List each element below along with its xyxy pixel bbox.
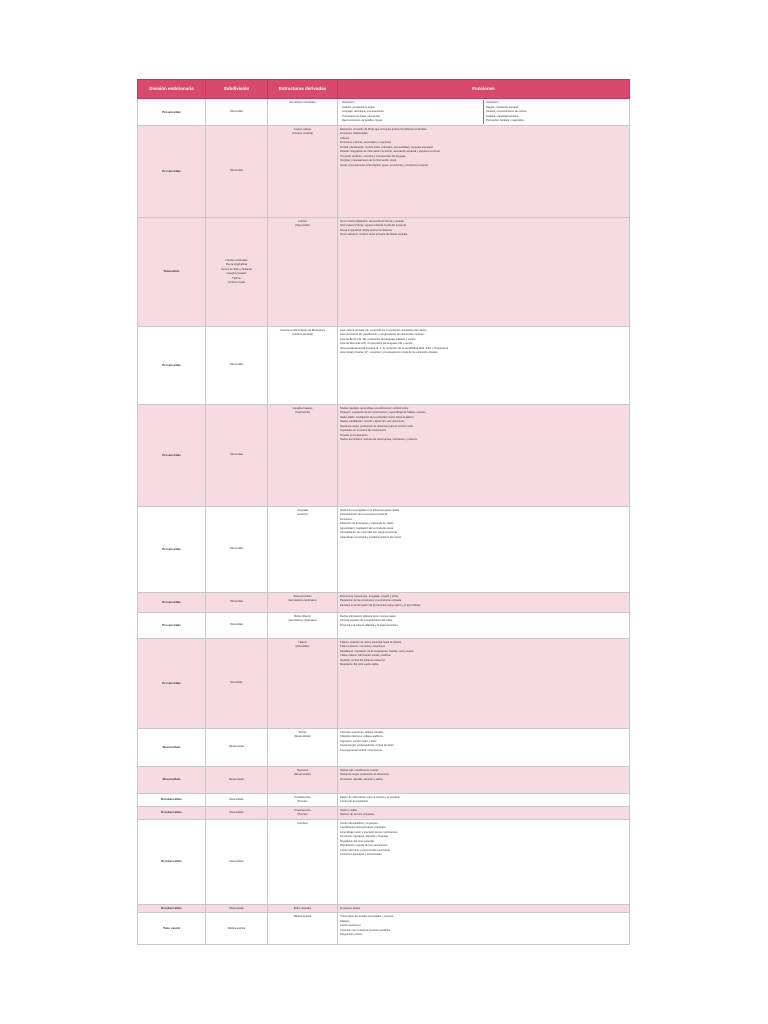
funcion-item: Sustancia negra: producción de dopamina. <box>340 773 390 776</box>
funcion-item: Reconocimiento de detalles, lógica <box>342 119 383 122</box>
cell-estructuras <box>268 766 338 793</box>
funcion-item: Tálamo: estación de relevo sensorial hacia la corteza. <box>340 640 402 644</box>
subdivision-label: Telencéfalo <box>229 363 244 367</box>
funcion-item: Integración motora. <box>340 933 363 936</box>
table-row <box>138 904 630 913</box>
funcion-item: Ínsula: procesamiento interoceptivo, gusto, emociones y conciencia corporal. <box>340 163 429 167</box>
cell-estructuras <box>268 592 338 612</box>
cell-funciones <box>338 913 630 945</box>
funcion-item: Recibe información olfatoria de la mucosa nasal. <box>340 614 396 618</box>
subdivision-item: Surcos de Silvio y Rolando <box>221 267 252 271</box>
funcion-item: Transmisión de señales sensoriales y motoras. <box>340 915 394 918</box>
estructura-item: (Corteza cerebral) <box>292 132 313 135</box>
funcion-item: Tálamo anterior: memoria y emociones. <box>340 645 386 648</box>
subdivision-label: Mesencéfalo <box>229 745 244 749</box>
estructura-item: (Puente) <box>297 813 308 816</box>
cell-division: Rombencéfalo <box>138 806 206 819</box>
cell-funciones <box>338 638 630 728</box>
cell-subdivision <box>206 612 268 638</box>
funcion-item: Área motora primaria (4): control de los movimientos voluntarios del cuerpo. <box>340 328 428 332</box>
cell-funciones <box>338 612 630 638</box>
funciones-right-column <box>484 100 627 124</box>
table-row <box>138 125 630 217</box>
subdivision-label: Metencéfalo <box>229 859 244 863</box>
funcion-item: Colículos superiores: reflejos visuales. <box>340 730 385 734</box>
cell-estructuras <box>268 506 338 592</box>
funcion-item: Regulación del tono muscular. <box>340 839 375 843</box>
subdivision-label: Mesencéfalo <box>229 777 244 781</box>
funcion-item: Globo pálido: modulación de la actividad motora hacia el tálamo. <box>340 415 415 419</box>
table-row <box>138 913 630 945</box>
funcion-item: Formación reticular: atención y alerta. <box>340 777 384 781</box>
cell-estructuras <box>268 913 338 945</box>
estructura-item: Tectum <box>298 730 307 734</box>
funcion-item: Área tegmental ventral: recompensa. <box>340 748 383 752</box>
table-row <box>138 506 630 592</box>
cell-funciones <box>338 404 630 506</box>
funcion-item: Funciones cognitivas: atención y lenguaje. <box>340 835 389 838</box>
header-division: División embrionaria <box>138 80 206 99</box>
estructura-item: (Diencéfalo) <box>295 645 310 648</box>
funcion-item: Coordinación del movimiento voluntario. <box>340 826 387 829</box>
cell-division: Prosencéfalo <box>138 99 206 126</box>
cell-subdivision <box>206 217 268 326</box>
estructura-item: (Subcortical) <box>295 411 310 414</box>
funcion-item: Consolidación de recuerdos con carga emocional <box>340 531 397 534</box>
table-row <box>138 592 630 612</box>
estructura-item: Bulbo olfatorio <box>294 614 311 618</box>
funcion-item: Primera estación de procesamiento del olfato. <box>340 619 393 622</box>
funcion-item: Reglas, orientación espacial <box>486 105 519 109</box>
funcion-item: Parietal: integración de información sensorial, orientación espacial y esquema corporal. <box>340 150 441 153</box>
estructura-item: Ganglios basales <box>292 406 313 410</box>
cell-subdivision <box>206 766 268 793</box>
funcion-item: Occipital: procesamiento de la información visual. <box>340 159 397 162</box>
funcion-item: Área somatosensorial primaria (1, 2, 3): recepción de la sensibilidad táctil, dolor y temperatura. <box>340 346 449 350</box>
cell-division: Mesencéfalo <box>138 766 206 793</box>
cell-subdivision <box>206 638 268 728</box>
funcion-item: Lenguaje, aritmética, procesamiento <box>342 110 384 113</box>
cell-funciones <box>338 819 630 904</box>
subdivision-label: Diencéfalo <box>230 681 243 685</box>
estructura-item: (Mesencéfalo) <box>294 735 311 738</box>
table-header-row <box>138 80 630 99</box>
cell-subdivision <box>206 125 268 217</box>
subdivision-item: Médula espinal <box>227 926 246 930</box>
subdivision-label: Telencéfalo <box>229 110 244 113</box>
funcion-item: Análisis, pensamiento lógico <box>342 105 375 109</box>
table-row <box>138 217 630 326</box>
subdivision-item: Tálamo <box>232 276 241 280</box>
estructura-item: Cerebelo <box>297 821 308 825</box>
cell-division: Mesencéfalo <box>138 728 206 766</box>
funciones-left-column <box>340 100 484 124</box>
estructura-item: Sistema límbico <box>293 594 312 598</box>
funcion-item: Control de la respiración. <box>340 800 369 803</box>
funcion-item: Área de Broca (44, 45): producción del lenguaje hablado y escrito. <box>340 337 417 341</box>
table-row <box>138 326 630 404</box>
brain-structure-table <box>137 79 630 945</box>
estructura-item: Tegmento <box>296 768 309 772</box>
cell-division: Prosencéfalo <box>138 326 206 404</box>
cell-funciones <box>338 904 630 913</box>
estructura-item: Hemisferios cerebrales <box>289 101 316 104</box>
subdivision-item: Corteza insular <box>227 281 246 284</box>
cell-estructuras <box>268 806 338 819</box>
header-estructuras: Estructuras derivadas <box>268 80 338 99</box>
funciones-subheading: Hemisferio <box>486 101 499 104</box>
funcion-item: Sustancia negra: producción de dopamina para el control motor. <box>340 424 414 428</box>
funcion-item: Núcleo de la amígdala en el lóbulo temporal medial <box>340 508 399 512</box>
funcion-item: Percepción holística, imaginativa <box>486 119 524 122</box>
funcion-item: Síntesis, reconocimiento de rostros <box>486 110 527 113</box>
estructura-item: Protuberancia <box>294 795 311 799</box>
cell-funciones <box>338 592 630 612</box>
cell-funciones <box>338 125 630 217</box>
cell-subdivision <box>206 506 268 592</box>
cell-estructuras <box>268 728 338 766</box>
funcion-item: Núcleo rojo: coordinación motora. <box>340 768 379 772</box>
cell-subdivision <box>206 793 268 806</box>
cell-division: Prosencéfalo <box>138 592 206 612</box>
cell-division: Rombencéfalo <box>138 793 206 806</box>
subdivision-label: Mielencéfalo <box>229 906 244 910</box>
subdivision-label: Telencéfalo <box>229 623 244 627</box>
table-row <box>138 819 630 904</box>
funcion-item: Funciones: <box>340 517 353 521</box>
funcion-item: Núcleo caudado: aprendizaje procedimental y control motor. <box>340 406 410 410</box>
estructura-item: (Telencéfalo) <box>295 224 310 227</box>
cell-estructuras <box>268 326 338 404</box>
cell-division: Tubo neural <box>138 913 206 945</box>
funcion-item: Estética, capacidad artística <box>486 114 519 118</box>
cell-division: Prosencéfalo <box>138 638 206 728</box>
cell-estructuras <box>268 819 338 904</box>
funcion-item: Relevo de información entre la corteza y el cerebelo. <box>340 795 401 799</box>
header-funciones: Funciones <box>338 80 630 99</box>
cell-funciones <box>338 99 630 126</box>
subdivision-label: Telencéfalo <box>229 169 244 173</box>
estructura-item: Protuberancia <box>294 808 311 812</box>
cell-estructuras <box>268 404 338 506</box>
funcion-item: Procesamiento de la memoria emocional <box>340 513 387 516</box>
cell-estructuras <box>268 612 338 638</box>
cell-division: Prosencéfalo <box>138 404 206 506</box>
estructura-item: (Límbico) <box>297 513 308 516</box>
funcion-item: Temporal: audición, memoria y comprensión del lenguaje. <box>340 154 407 158</box>
cell-subdivision <box>206 326 268 404</box>
funcion-item: Hipotálamo: regulación de la temperatura, hambre, sed y sueño. <box>340 649 414 653</box>
table-row <box>138 793 630 806</box>
cell-subdivision <box>206 728 268 766</box>
cell-funciones <box>338 506 630 592</box>
cell-funciones <box>338 766 630 793</box>
funcion-item: Procesamiento lineal, secuencial <box>342 114 380 118</box>
cell-division: Telencéfalo <box>138 217 206 326</box>
funcion-item: Funciones motoras, sensoriales y cognitivas <box>340 141 391 144</box>
cell-estructuras <box>268 904 338 913</box>
funcion-item: Sustancia gris periacueductal: control del dolor. <box>340 744 395 747</box>
funcion-item: Frontal: planificación, control motor voluntario, personalidad y lenguaje expresivo. <box>340 145 434 149</box>
funcion-item: Núcleos de nervios craneales. <box>340 813 375 816</box>
cell-estructuras <box>268 638 338 728</box>
funcion-item: Funciones relacionadas: <box>340 132 369 135</box>
estructura-item: (Hemisferios cerebrales) <box>288 599 317 602</box>
table-row <box>138 612 630 638</box>
funcion-item: Aprendizaje motor y precisión de los movimientos. <box>340 830 398 834</box>
funcion-item: Surco central (Rolando): separa lóbulo frontal y parietal. <box>340 219 405 223</box>
cell-funciones <box>338 217 630 326</box>
subdivision-label: Metencéfalo <box>229 797 244 801</box>
cell-subdivision <box>206 819 268 904</box>
funcion-item: Tálamo lateral: información visual y auditiva. <box>340 654 392 657</box>
funcion-item: Control del ritmo y la fuerza del movimiento. <box>340 848 391 852</box>
estructura-item: Tálamo <box>298 640 307 644</box>
funcion-item: Regulación del ciclo sueño-vigilia. <box>340 663 379 666</box>
cell-division: Prosencéfalo <box>138 125 206 217</box>
funcion-item: Funciones ejecutivas y emocionales. <box>340 853 383 856</box>
funcion-item: Control autónomo. <box>340 924 362 927</box>
funcion-item: Implicados en el control de movimientos <box>340 429 387 432</box>
cell-division: Prosencéfalo <box>138 612 206 638</box>
funcion-item: Tegmento: control motor y dolor. <box>340 739 378 743</box>
cell-funciones <box>338 793 630 806</box>
estructura-item: Lóbulos <box>297 219 308 223</box>
funcion-item: Área visual primaria (17): recepción y procesamiento inicial de los estímulos visuales. <box>340 351 439 354</box>
funcion-item: Surco lateral (Silvio): separa el lóbulo frontal del temporal. <box>340 224 407 227</box>
funcion-item: Agresividad y regulación de la conducta social <box>340 526 394 530</box>
cell-subdivision <box>206 913 268 945</box>
funcion-item: Surco calcarino: corteza visual primaria del lóbulo occipital. <box>340 233 408 236</box>
header-subdivision: Subdivisión <box>206 80 268 99</box>
funcion-item: Detección de amenazas y respuesta de miedo <box>340 522 394 525</box>
cell-subdivision <box>206 806 268 819</box>
cell-subdivision <box>206 592 268 612</box>
funcion-item: Función en la depresión <box>340 433 368 437</box>
funcion-item: Putamen: regulación de los movimientos y aprendizaje de hábitos motores. <box>340 411 427 414</box>
estructura-item: Amígdala <box>297 508 308 512</box>
funcion-item: Sueño y vigilia. <box>340 808 358 812</box>
cell-funciones <box>338 728 630 766</box>
funcion-item: Proyecta a la corteza olfatoria y al sistema límbico. <box>340 623 399 627</box>
cell-estructuras <box>268 125 338 217</box>
subdivision-label: Telencéfalo <box>229 600 244 604</box>
estructura-item: Bulbo raquídeo <box>293 906 312 910</box>
funcion-item: Área de Wernicke (22): comprensión del lenguaje oral y escrito. <box>340 342 414 345</box>
estructura-item: (Hemisferios cerebrales) <box>288 619 317 622</box>
estructura-item: Médula espinal <box>293 915 312 918</box>
subdivision-item: Fisura longitudinal <box>225 263 248 266</box>
estructura-item: (Puente) <box>297 800 308 803</box>
funciones-subheading: Hemisferio <box>342 101 355 104</box>
funcion-item: Fisura longitudinal: divide ambos hemisferios. <box>340 228 393 232</box>
funcion-item: Reflejos. <box>340 919 351 923</box>
subdivision-label: Metencéfalo <box>229 810 244 814</box>
cell-estructuras <box>268 217 338 326</box>
estructura-item: Corteza cerebral (áreas de Brodmann) <box>280 328 325 332</box>
cell-estructuras <box>268 793 338 806</box>
funcion-item: Participa en la formación de la memoria a largo plazo y el aprendizaje. <box>340 603 421 607</box>
funcion-item: Núcleo accumbens: sistema de recompensa, motivación y refuerzo. <box>340 438 418 441</box>
table-row <box>138 99 630 126</box>
subdivision-item: Lóbulos cerebrales <box>225 258 248 262</box>
cell-estructuras <box>268 99 338 126</box>
funcion-item: Control del equilibrio y la postura. <box>340 821 379 825</box>
table-body <box>138 99 630 945</box>
cell-subdivision <box>206 404 268 506</box>
table-row <box>138 404 630 506</box>
table-row <box>138 728 630 766</box>
cell-division: Prosencéfalo <box>138 506 206 592</box>
cell-funciones <box>338 806 630 819</box>
funcion-item: Regulación de las emociones y la conducta motivada. <box>340 599 402 602</box>
funcion-item: Núcleo subtalámico: control y ajuste fino del movimiento. <box>340 420 406 423</box>
cell-division: Rombencéfalo <box>138 819 206 904</box>
subdivision-label: Telencéfalo <box>229 547 244 551</box>
cell-subdivision <box>206 904 268 913</box>
cell-funciones <box>338 326 630 404</box>
funcion-item: Funciones vitales. <box>340 906 361 910</box>
cell-division: Rombencéfalo <box>138 904 206 913</box>
funcion-item: Lóbulos: <box>340 136 350 140</box>
funcion-item: Conexión con el sistema nervioso periférico. <box>340 928 391 932</box>
table-row <box>138 806 630 819</box>
funcion-item: Colículos inferiores: reflejos auditivos. <box>340 735 384 738</box>
estructura-item: (Corteza cerebral) <box>292 333 313 336</box>
estructura-item: Cuerpo calloso <box>293 127 312 131</box>
estructura-item: (Mesencéfalo) <box>294 773 311 776</box>
table-row <box>138 766 630 793</box>
funcion-item: Aprendizaje emocional y condicionamiento del miedo <box>340 535 402 539</box>
funcion-item: Área premotora (6): planificación y programación de secuencias motoras. <box>340 333 425 336</box>
subdivision-item: Ganglios basales <box>226 272 247 275</box>
subdivision-label: Telencéfalo <box>229 453 244 457</box>
funcion-item: Estructuras: hipocampo, amígdala, cíngulo y fórnix. <box>340 594 399 598</box>
funcion-item: Planificación y ajuste de los movimientos. <box>340 844 388 847</box>
table-row <box>138 638 630 728</box>
funcion-item: Hipófisis: control del sistema endocrino. <box>340 658 386 662</box>
funcion-item: Estructura: conexión de fibras que comunica ambos hemisferios cerebrales. <box>340 127 428 131</box>
cell-subdivision <box>206 99 268 126</box>
